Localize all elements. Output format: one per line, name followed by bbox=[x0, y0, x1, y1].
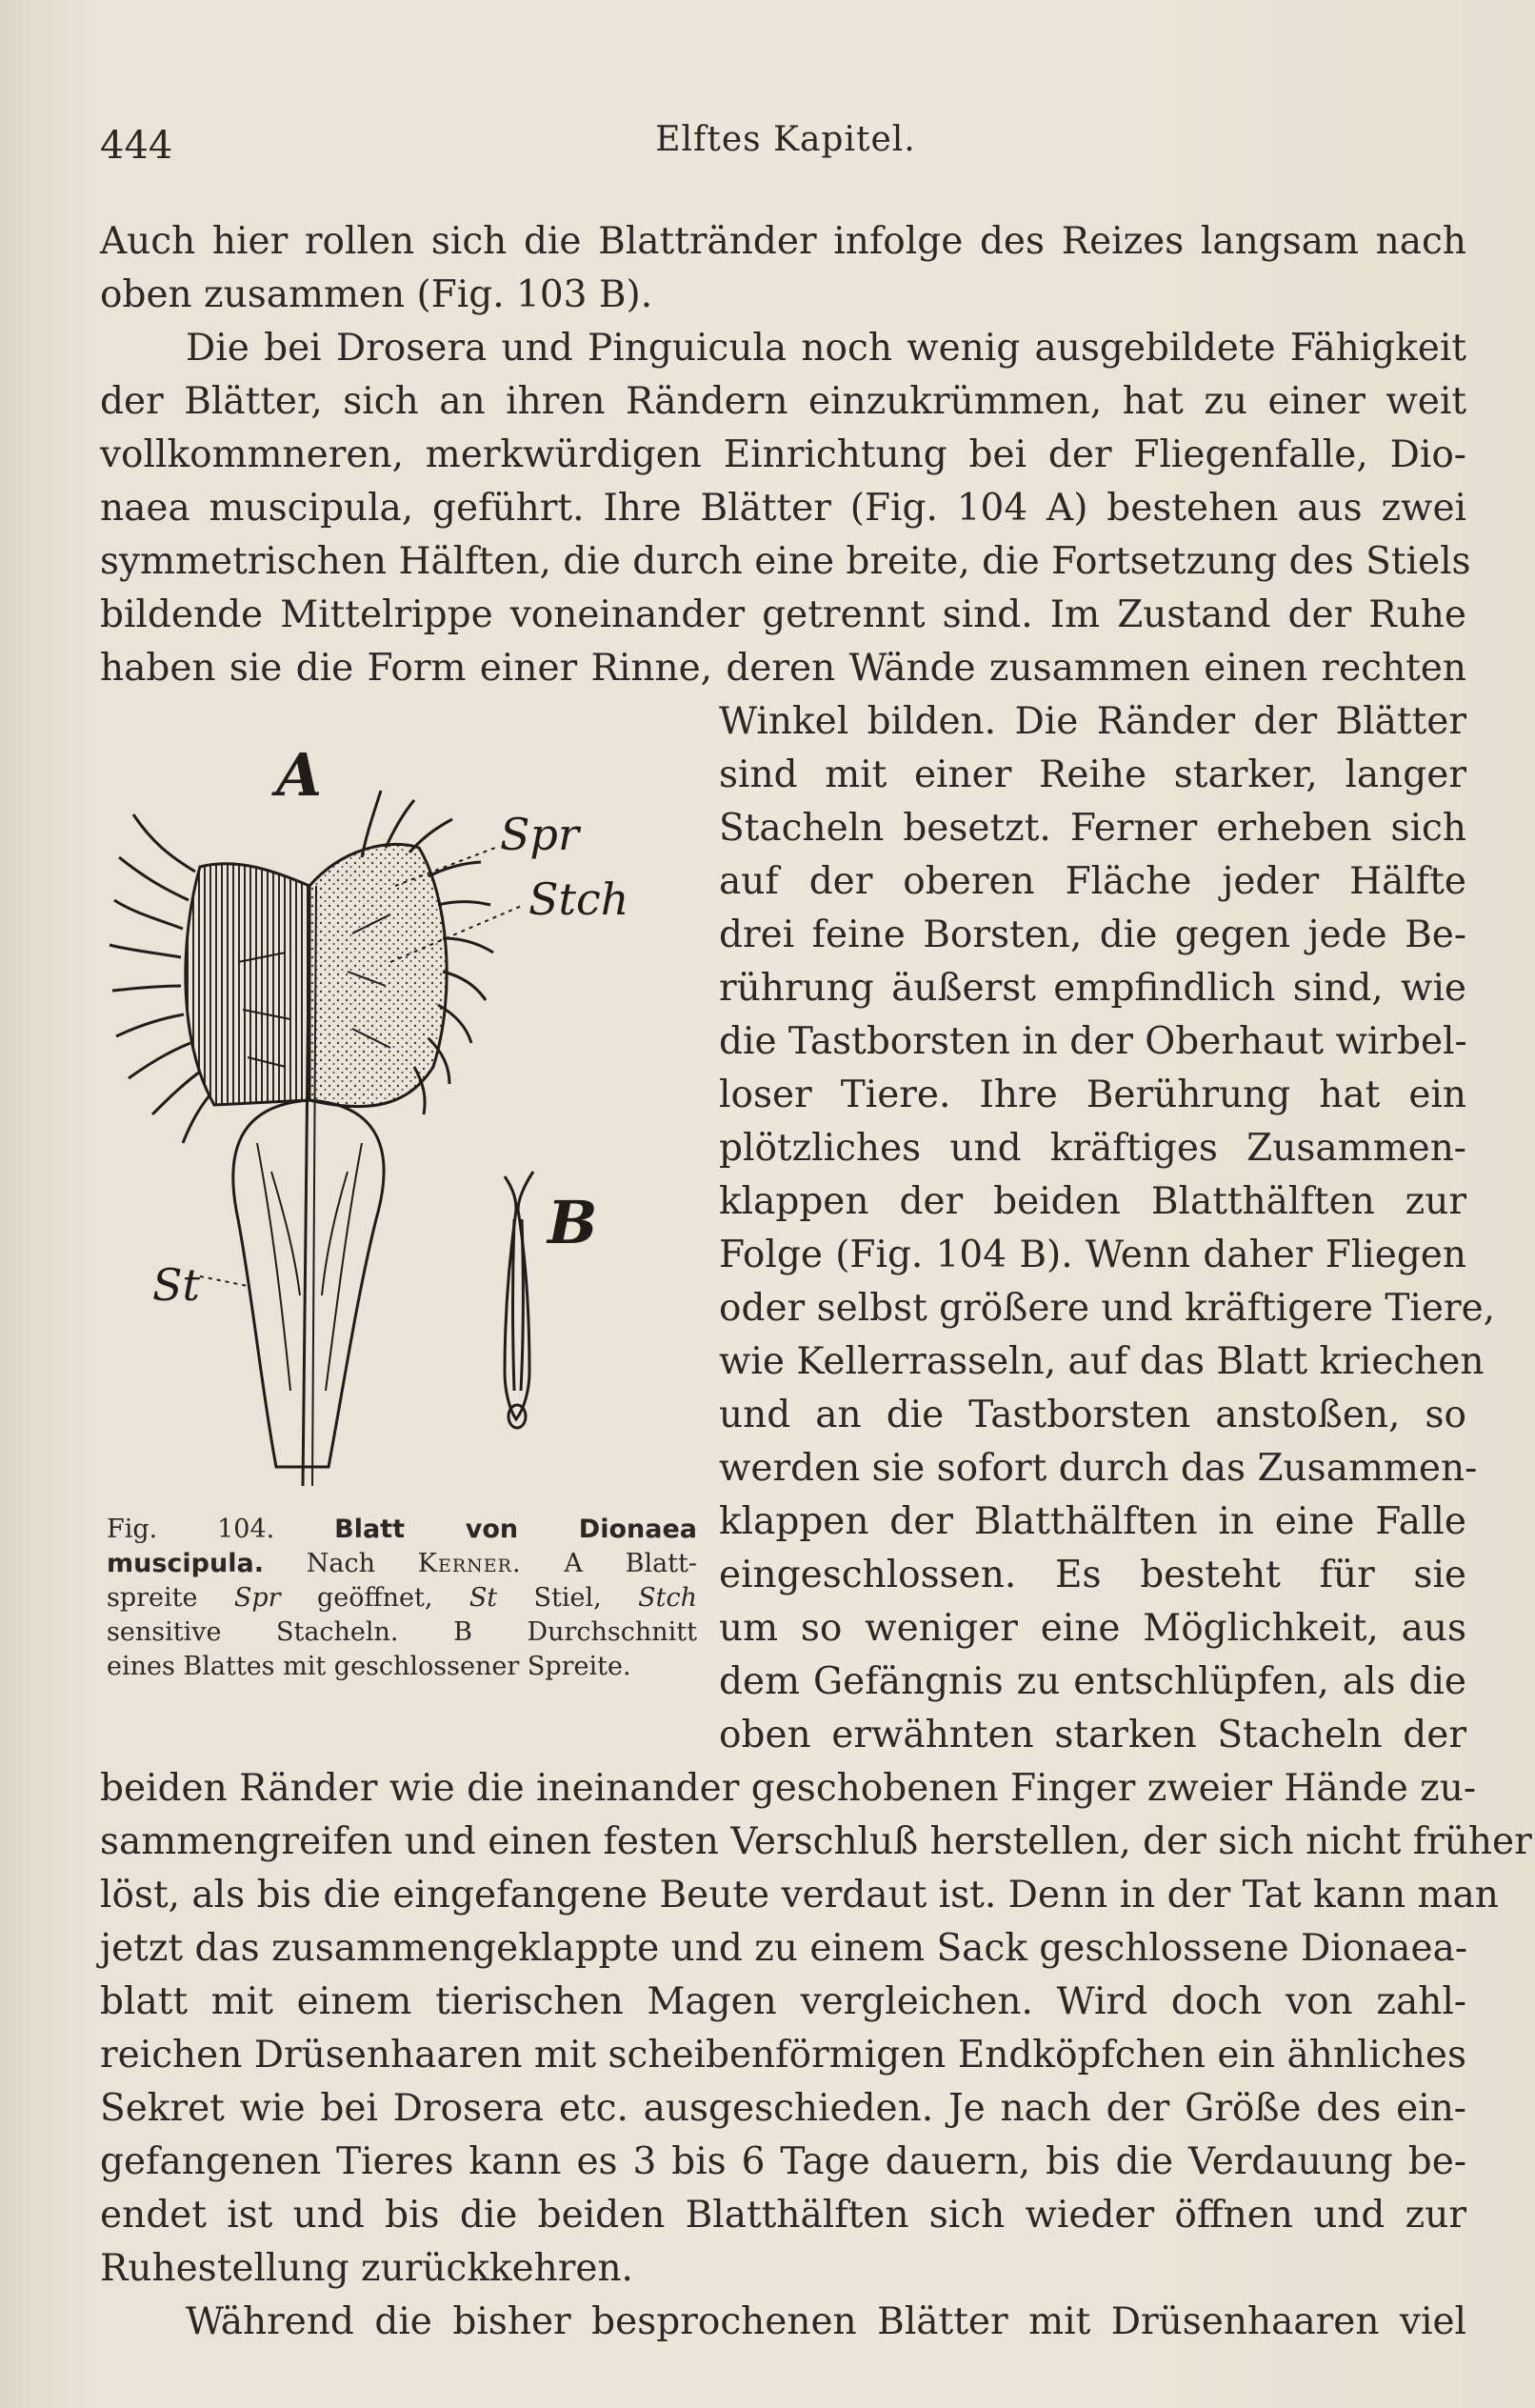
running-head: Elftes Kapitel. bbox=[655, 120, 916, 159]
caption-text: spreite bbox=[107, 1583, 198, 1613]
body-line: klappen der Blatthälften in eine Falle bbox=[719, 1500, 1466, 1543]
body-line: oben zusammen (Fig. 103 B). bbox=[100, 273, 653, 316]
body-line: endet ist und bis die beiden Blatthälften sich wieder öffnen und zur bbox=[100, 2194, 1466, 2237]
body-line: Die bei Drosera und Pinguicula noch wenig ausgebildete Fähigkeit bbox=[186, 327, 1466, 370]
leaf-half-left bbox=[186, 864, 309, 1105]
caption-author: Kerner. bbox=[417, 1549, 522, 1578]
figure-104 bbox=[105, 724, 705, 1515]
body-line: jetzt das zusammengeklappte und zu einem Sack geschlossene Dionaea- bbox=[100, 1927, 1468, 1970]
page-number: 444 bbox=[100, 124, 173, 168]
caption-fig-number: Fig. 104. bbox=[107, 1515, 275, 1544]
body-line: gefangenen Tieres kann es 3 bis 6 Tage dauern, bis die Verdauung be- bbox=[100, 2140, 1466, 2183]
caption-text: A Blatt- bbox=[564, 1549, 698, 1578]
petiole bbox=[233, 1100, 384, 1467]
body-line: Ruhestellung zurückkehren. bbox=[100, 2247, 633, 2290]
body-line: sammengreifen und einen festen Verschluß herstellen, der sich nicht früher bbox=[100, 1820, 1532, 1863]
body-line: löst, als bis die eingefangene Beute verdaut ist. Denn in der Tat kann man bbox=[100, 1874, 1499, 1916]
body-line: und an die Tastborsten anstoßen, so bbox=[719, 1394, 1466, 1436]
body-line: drei feine Borsten, die gegen jede Be- bbox=[719, 913, 1466, 956]
dionaea-leaf-illustration bbox=[105, 724, 705, 1515]
caption-line: eines Blattes mit geschlossener Spreite. bbox=[107, 1652, 631, 1681]
body-line: klappen der beiden Blatthälften zur bbox=[719, 1180, 1466, 1223]
caption-title: Blatt von Dionaea bbox=[334, 1515, 698, 1544]
body-line: sind mit einer Reihe starker, langer bbox=[719, 753, 1466, 796]
caption-abbr: St bbox=[468, 1583, 498, 1613]
closed-leaf-section-b bbox=[505, 1172, 533, 1428]
caption-abbr: Stch bbox=[638, 1583, 697, 1613]
body-line: oder selbst größere und kräftigere Tiere, bbox=[719, 1287, 1496, 1330]
caption-text: geöffnet, bbox=[316, 1583, 433, 1613]
body-line: Folge (Fig. 104 B). Wenn daher Fliegen bbox=[719, 1234, 1466, 1276]
body-line: beiden Ränder wie die ineinander geschobenen Finger zweier Hände zu- bbox=[100, 1767, 1477, 1810]
caption-line bbox=[107, 1581, 697, 1615]
body-line: Während die bisher besprochenen Blätter mit Drüsenhaaren viel bbox=[186, 2300, 1466, 2343]
caption-abbr: Spr bbox=[233, 1583, 281, 1613]
body-line: oben erwähnten starken Stacheln der bbox=[719, 1714, 1466, 1756]
caption-line: sensitive Stacheln. B Durchschnitt bbox=[107, 1617, 697, 1647]
body-line: blatt mit einem tierischen Magen vergleichen. Wird doch von zahl- bbox=[100, 1980, 1466, 2023]
body-line: eingeschlossen. Es besteht für sie bbox=[719, 1554, 1466, 1596]
body-line: um so weniger eine Möglichkeit, aus bbox=[719, 1607, 1466, 1650]
body-line: werden sie sofort durch das Zusammen- bbox=[719, 1447, 1478, 1490]
body-line: plötzliches und kräftiges Zusammen- bbox=[719, 1127, 1466, 1170]
body-line: Auch hier rollen sich die Blattränder infolge des Reizes langsam nach bbox=[100, 220, 1466, 263]
caption-text: Nach bbox=[306, 1549, 375, 1578]
body-line: vollkommneren, merkwürdigen Einrichtung bei der Fliegenfalle, Dio- bbox=[100, 433, 1466, 476]
caption-text: Stiel, bbox=[533, 1583, 602, 1613]
body-line: auf der oberen Fläche jeder Hälfte bbox=[719, 860, 1466, 903]
body-line: Sekret wie bei Drosera etc. ausgeschieden. Je nach der Größe des ein- bbox=[100, 2087, 1466, 2130]
label-b: B bbox=[548, 1188, 598, 1257]
label-stch: Stch bbox=[528, 873, 629, 925]
body-line: dem Gefängnis zu entschlüpfen, als die bbox=[719, 1660, 1466, 1703]
label-st: St bbox=[152, 1259, 200, 1311]
leaf-half-right bbox=[309, 844, 447, 1106]
body-line: Winkel bilden. Die Ränder der Blätter bbox=[719, 700, 1466, 743]
caption-title: muscipula. bbox=[107, 1549, 264, 1578]
page-header bbox=[100, 116, 1471, 173]
body-line: Stacheln besetzt. Ferner erheben sich bbox=[719, 807, 1466, 850]
caption-line bbox=[107, 1513, 697, 1547]
body-line: bildende Mittelrippe voneinander getrennt sind. Im Zustand der Ruhe bbox=[100, 593, 1466, 636]
body-line: symmetrischen Hälften, die durch eine breite, die Fortsetzung des Stiels bbox=[100, 540, 1471, 583]
caption-line bbox=[107, 1547, 697, 1581]
body-line: haben sie die Form einer Rinne, deren Wände zusammen einen rechten bbox=[100, 647, 1466, 690]
body-line: die Tastborsten in der Oberhaut wirbel- bbox=[719, 1020, 1467, 1063]
body-line: rührung äußerst empfindlich sind, wie bbox=[719, 967, 1466, 1010]
body-line: reichen Drüsenhaaren mit scheibenförmigen Endköpfchen ein ähnliches bbox=[100, 2034, 1466, 2077]
body-line: der Blätter, sich an ihren Rändern einzukrümmen, hat zu einer weit bbox=[100, 380, 1466, 423]
label-a: A bbox=[276, 740, 323, 810]
body-line: naea muscipula, geführt. Ihre Blätter (Fig. 104 A) bestehen aus zwei bbox=[100, 487, 1466, 530]
body-line: wie Kellerrasseln, auf das Blatt kriechen bbox=[719, 1340, 1485, 1383]
body-line: loser Tiere. Ihre Berührung hat ein bbox=[719, 1074, 1466, 1116]
label-spr: Spr bbox=[500, 809, 579, 860]
figure-caption bbox=[107, 1513, 697, 1684]
